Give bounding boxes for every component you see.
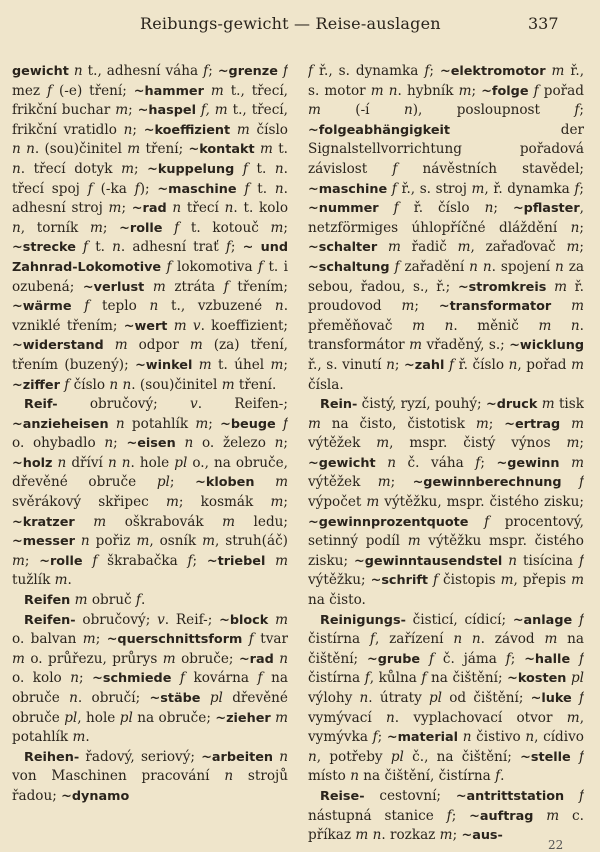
right_column-entry: f ř., s. dynamka f; ~elektromotor m ř., s. motor m n. hybník m; ~folge f pořad m (-í n), posloupnost f; ~folgeabhängigkeit der Signalstellvorrichtung pořadová závislost f návěstních stavědel; ~maschine f ř., s. stroj m, ř. dynamka f; ~nummer f ř. číslo n; ~pflaster, netzförmiges úhlopříčné dláždění n; ~schalter m řadič m, zařaďovač m; ~schaltung f zařadění n n. spojení n za sebou, řadou, s., ř.; ~stromkreis m ř. proudovod m; ~transformator m přeměňovač m n. měnič m n. transformátor m vřaděný, s.; ~wicklung ř., s. vinutí n; ~zahl f ř. číslo n, pořad m čísla. [308, 63, 584, 393]
left-column [12, 62, 288, 842]
left_column-entry: Reif- obručový; v. Reifen-; ~anzieheisen n potahlík m; ~beuge f o. ohybadlo n; ~eisen n o. železo n; ~holz n dříví n n. hole pl o., na obruče, dřevěné obruče pl; ~kloben m svěrákový skřipec m; kosmák m; ~kratzer m oškrabovák m ledu; ~messer n pořiz m, osník m, struh(áč) m; ~rolle f škrabačka f; ~triebel m tužlík m. [12, 396, 288, 589]
running-head: Reibungs-gewicht — Reise-auslagen [140, 14, 441, 33]
left_column-entry: Reifen- obručový; v. Reif-; ~block m o. balvan m; ~querschnittsform f tvar m o. průřezu, průrys m obruče; ~rad n o. kolo n; ~schmiede f kovárna f na obruče n. obručí; ~stäbe pl dřevěné obruče pl, hole pl na obruče; ~zieher m potahlík m. [12, 611, 288, 746]
signature-mark: 22 [548, 838, 564, 852]
page-header [0, 14, 600, 40]
right-column [308, 62, 584, 842]
left_column-entry: Reifen m obruč f. [24, 592, 146, 609]
left_column-entry: Reihen- řadový, seriový; ~arbeiten n von Maschinen pracování n strojů řadou; ~dynamo [12, 748, 288, 804]
right_column-entry: Rein- čistý, ryzí, pouhý; ~druck m tisk m na čisto, čistotisk m; ~ertrag m výtěžek m, mspr. čistý výnos m; ~gewicht n č. váha f; ~gewinn m výtěžek m; ~gewinnberechnung f výpočet m výtěžku, mspr. čistého zisku; ~gewinnprozentquote f procentový, setinný podíl m výtěžku mspr. čistého zisku; ~gewinntausendstel n tisícina f výtěžku; ~schrift f čistopis m, přepis m na čisto. [308, 396, 584, 609]
page-number: 337 [528, 14, 559, 33]
right_column-entry: Reise- cestovní; ~antrittstation f nástupná stanice f; ~auftrag m c. příkaz m n. rozkaz m; ~aus- [308, 787, 584, 842]
left_column-entry: gewicht n t., adhesní váha f; ~grenze f mez f (-e) tření; ~hammer m t., třecí, frikční buchar m; ~haspel f, m t., třecí, frikční vratidlo n; ~koeffizient m číslo n n. (sou)činitel m tření; ~kontakt m t. n. třecí dotyk m; ~kuppelung f t. n. třecí spoj f (-ka f); ~maschine f t. n. adhesní stroj m; ~rad n třecí n. t. kolo n, torník m; ~rolle f t. kotouč m; ~strecke f t. n. adhesní trať f; ~ und Zahnrad-Lokomotive f lokomotiva f t. i ozubená; ~verlust m ztráta f třením; ~wärme f teplo n t., vzbuzené n. vzniklé třením; ~wert m v. koeffizient; ~widerstand m odpor m (za) tření, třením (buzený); ~winkel m t. úhel m; ~ziffer f číslo n n. (sou)činitel m tření. [12, 63, 288, 393]
right_column-entry: Reinigungs- čisticí, cídicí; ~anlage f čistírna f, zařízení n n. závod m na čištění; ~grube f č. jáma f; ~halle f čistírna f, kůlna f na čištění; ~kosten pl výlohy n. útraty pl od čištění; ~luke f vymývací n. vyplachovací otvor m, vymývka f; ~material n čistivo n, cídivo n, potřeby pl č., na čištění; ~stelle f místo n na čištění, čistírna f. [308, 611, 584, 785]
